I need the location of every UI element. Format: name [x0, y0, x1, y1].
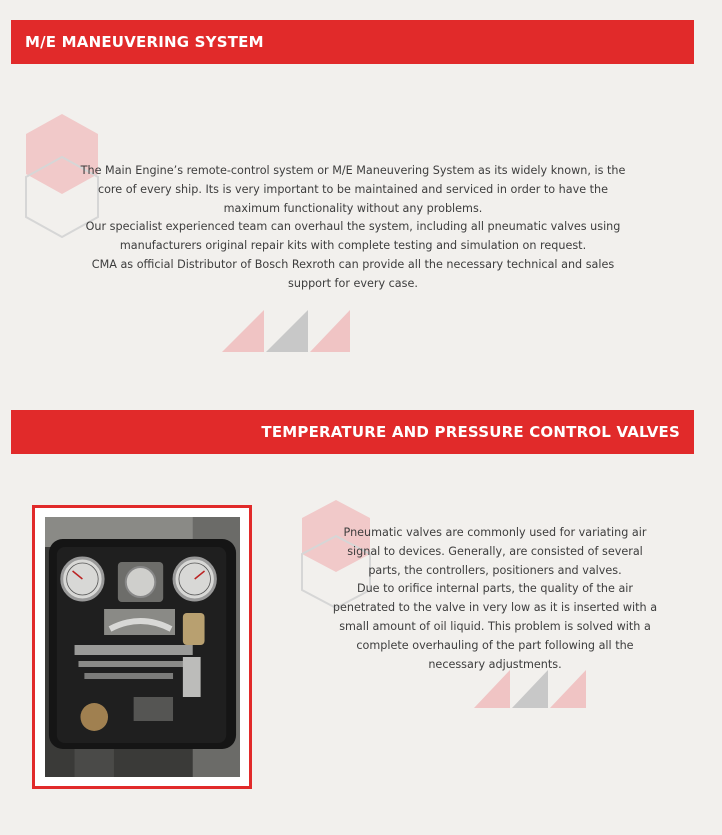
triangles-decoration-icon: [220, 308, 352, 354]
maneuvering-paragraph: Our specialist experienced team can overhaul the system, including all pneumatic valves using manufacturers original repair kits with complete testing and simulation on request.: [85, 220, 621, 253]
valves-paragraph: Pneumatic valves are commonly used for variating air signal to devices. Generally, are consisted of several parts, the controllers, positioners and valves.: [343, 526, 647, 577]
maneuvering-paragraph: CMA as official Distributor of Bosch Rexroth can provide all the necessary technical and sales support for every case.: [91, 257, 615, 290]
section-title-maneuvering: M/E MANEUVERING SYSTEM: [25, 33, 264, 51]
triangles-decoration-icon: [472, 668, 588, 710]
pressure-control-panel-photo: [45, 517, 240, 777]
valve-photo-frame: [32, 505, 252, 789]
valves-description: [332, 524, 658, 674]
maneuvering-paragraph: The Main Engine’s remote-control system or M/E Maneuvering System as its widely known, is the core of every ship. Its is very important to be maintained and serviced in order to have the maximum functionality without any problems.: [80, 164, 626, 215]
section-banner-maneuvering: [11, 20, 694, 64]
maneuvering-description: [70, 162, 636, 294]
control-panel-illustration: [45, 517, 240, 777]
section-title-valves: TEMPERATURE AND PRESSURE CONTROL VALVES: [261, 423, 680, 441]
valves-paragraph: Due to orifice internal parts, the quality of the air penetrated to the valve in very low as it is inserted with a small amount of oil liquid. This problem is solved with a complete overhauling of the part following all the necessary adjustments.: [332, 582, 658, 671]
section-banner-valves: [11, 410, 694, 454]
